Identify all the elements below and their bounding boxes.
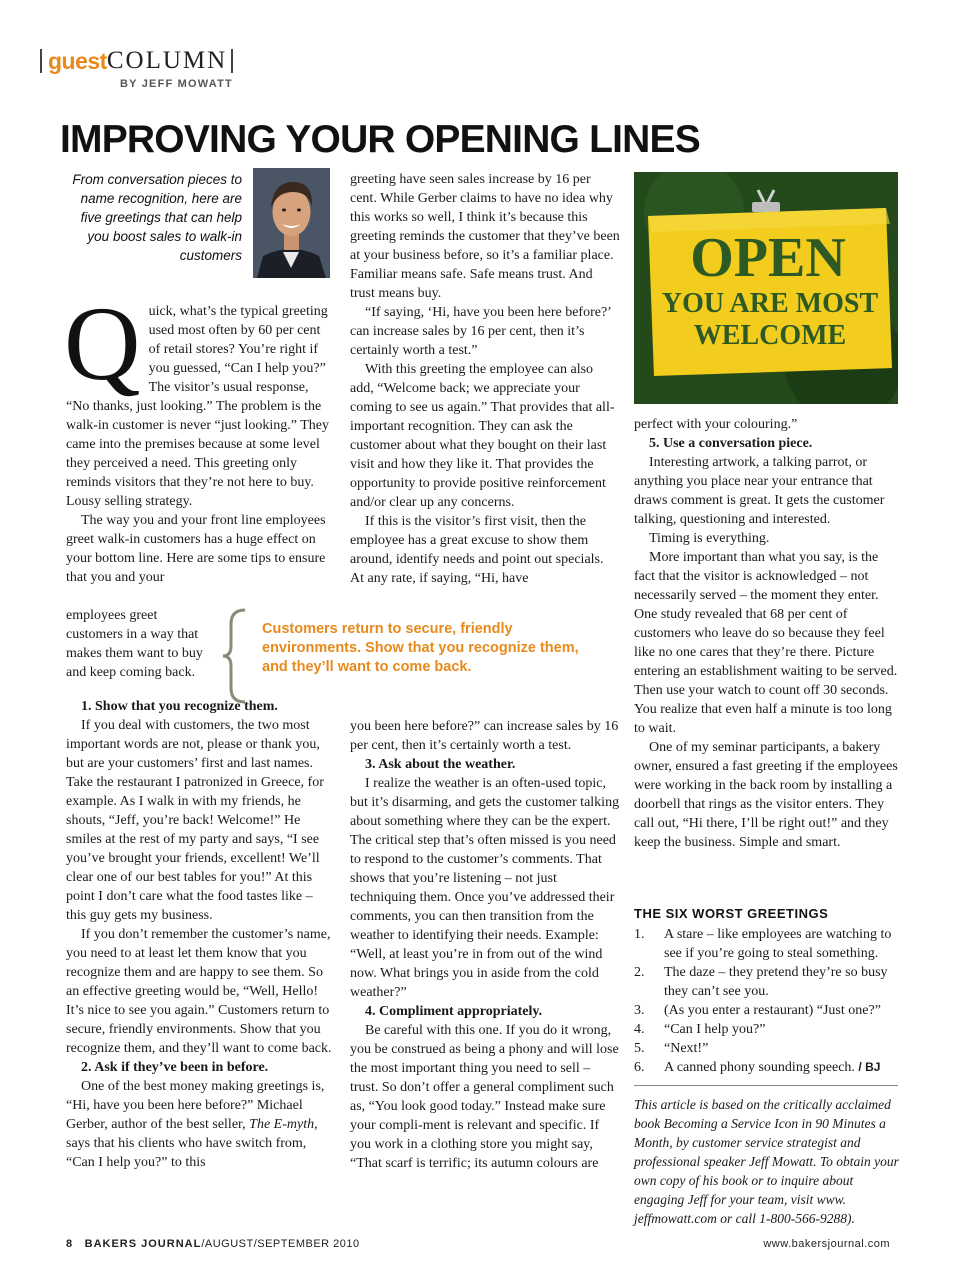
- footer-left: [66, 1238, 360, 1250]
- paragraph: If you deal with customers, the two most important words are not, please or thank you, but are your customers’ first and last names. Take the restaurant I patronized in Greece, for example. As I walk in with my friends, he shouts, “Jeff, you’re back! Welcome!” He smiles at the rest of my party and says, “I see you’ve brought your friends, excellent! We’ll clear one of our best tables for you!” At this point I don’t care what the food tastes like – this guy gets my business.: [66, 718, 324, 923]
- list-item: 5. “Next!”: [634, 1041, 709, 1056]
- column-1-bottom: [66, 697, 332, 1172]
- paragraph: One of my seminar participants, a bakery owner, ensured a fast greeting if the employees were working in the back room by installing a doorbell that rings as the visitor enters. They call out, “Hi there, I’ll be right out!” and they keep the business. Simple and smart.: [634, 740, 898, 850]
- page-number: 8: [66, 1238, 73, 1250]
- paragraph: One of the best money making greetings is, “Hi, have you been here before?” Michael Gerber, author of the best seller, The E-myth, says that his clients who have switch from, “Can I help you?” to this: [66, 1079, 325, 1170]
- article-deck: From conversation pieces to name recognition, here are five greetings that can help you boost sales to walk-in customers: [72, 172, 242, 263]
- column-1-top: [64, 285, 332, 587]
- header-guest: guest: [48, 47, 107, 74]
- author-portrait-icon: [253, 168, 330, 278]
- list-item: 6. A canned phony sounding speech. / BJ: [634, 1060, 881, 1075]
- sign-line-1: OPEN: [690, 227, 846, 289]
- worst-greetings-list: [634, 925, 900, 1077]
- paragraph: Be careful with this one. If you do it wrong, you be construed as being a phony and will lose the most important thing you need to sell – trust. So don’t offer a general compliment such as, “You look good today.” Instead make sure your compli-ment is relevant and specific. If you work in a clothing store you might say, “That scarf is terrific; its autumn colours are: [350, 1023, 619, 1171]
- paragraph: greeting have seen sales increase by 16 per cent. While Gerber claims to have no idea why this works so well, I think it’s because this greeting reminds the customer that they’ve been at your business before, so it’s a familiar place. Familiar means safe. Safe means trust. And trust means buy.: [350, 172, 620, 301]
- paragraph: you been here before?” can increase sales by 16 per cent, then it’s certainly worth a test.: [350, 719, 619, 753]
- pull-quote: Customers return to secure, friendly environments. Show that you recognize them, and they’ll want to come back.: [262, 621, 579, 675]
- column-1-narrow: [66, 606, 214, 682]
- column-header: [40, 44, 233, 78]
- issue-date: /AUGUST/SEPTEMBER 2010: [201, 1238, 360, 1250]
- paragraph: Timing is everything.: [649, 531, 770, 546]
- paragraph: Interesting artwork, a talking parrot, or anything you place near your entrance that draws comment is great. It gets the customer talking, questioning and interested.: [634, 455, 885, 527]
- header-column: COLUMN: [106, 47, 228, 74]
- list-item: 1. A stare – like employees are watching to see if you’re going to steal something.: [634, 927, 892, 961]
- paragraph: With this greeting the employee can also add, “Welcome back; we appreciate your coming to see us again.” That provides that all-important recognition. They can ask the customer about what they bought on their last visit and how they like it. That provides the opportunity to provide positive reinforcement and/or clear up any concerns.: [350, 362, 615, 510]
- subhead-4: 4. Compliment appropriately.: [365, 1004, 543, 1019]
- subhead-2: 2. Ask if they’ve been in before.: [81, 1060, 269, 1075]
- sign-line-2: YOU ARE MOST: [661, 288, 879, 319]
- paragraph: I realize the weather is an often-used topic, but it’s disarming, and gets the customer talking about something where they can be the expert. The critical step that’s often missed is you need to respond to the customer’s comments. That shows that you’re listening – not just techniquing them. Once you’ve addressed their comments, you can then transition from the weather to identifying their needs. Example: “Well, at least you’re in from out of the wind now. What brings you in aside from the cold weather?”: [350, 776, 620, 1000]
- author-portrait-svg: [253, 168, 330, 278]
- subhead-3: 3. Ask about the weather.: [365, 757, 516, 772]
- author-bio: This article is based on the critically acclaimed book Becoming a Service Icon in 90 Minutes a Month, by customer service strategist and professional speaker Jeff Mowatt. To obtain your own copy of his book or to inquire about engaging Jeff for your team, visit www. jeffmowatt.com or call 1-800-566-9288).: [634, 1097, 899, 1226]
- list-item: 3. (As you enter a restaurant) “Just one?”: [634, 1003, 881, 1018]
- open-sign-photo-icon: [634, 172, 898, 404]
- sign-line-3: WELCOME: [693, 320, 847, 351]
- magazine-name: BAKERS JOURNAL: [84, 1238, 202, 1250]
- paragraph: “If saying, ‘Hi, have you been here before?’ can increase sales by 16 per cent, then it’s certainly worth a test.”: [350, 305, 611, 358]
- paragraph: If you don’t remember the customer’s name, you need to at least let them know that you recognize them and are happy to see them. So an effective greeting would be, “Well, Hello! It’s nice to see you again.” Customers return to secure, friendly environments. Show that you recognize them, and they’ll want to come back.: [66, 927, 332, 1056]
- divider: [634, 1085, 898, 1086]
- paragraph: If this is the visitor’s first visit, then the employee has a great excuse to show them around, identify needs and point out specials. At any rate, if saying, “Hi, have: [350, 514, 604, 586]
- list-item: 4. “Can I help you?”: [634, 1022, 766, 1037]
- column-3: [634, 415, 900, 852]
- paragraph: perfect with your colouring.”: [634, 417, 798, 432]
- curly-brace-icon: [219, 606, 251, 706]
- column-2-top: [350, 170, 620, 588]
- subhead-1: 1. Show that you recognize them.: [81, 699, 278, 714]
- byline: BY JEFF MOWATT: [120, 78, 233, 90]
- open-sign-svg: [634, 172, 898, 404]
- list-item: 2. The daze – they pretend they’re so busy they can’t see you.: [634, 965, 888, 999]
- book-title: The E-myth: [249, 1117, 315, 1132]
- sidebar-title: THE SIX WORST GREETINGS: [634, 906, 829, 921]
- column-2-bottom: [350, 717, 620, 1173]
- subhead-5: 5. Use a conversation piece.: [649, 436, 813, 451]
- drop-cap: Q: [64, 285, 141, 402]
- header-bracket-right: [231, 49, 233, 73]
- sign-off: / BJ: [858, 1060, 881, 1074]
- article-headline: IMPROVING YOUR OPENING LINES: [60, 118, 700, 161]
- paragraph: The way you and your front line employees greet walk-in customers has a huge effect on your bottom line. Here are some tips to ensure that you and your: [66, 513, 326, 585]
- paragraph: employees greet customers in a way that makes them want to buy and keep coming back.: [66, 608, 203, 680]
- footer-url: www.bakersjournal.com: [763, 1238, 890, 1250]
- header-bracket-left: [40, 49, 42, 73]
- paragraph: More important than what you say, is the fact that the visitor is acknowledged – not necessarily served – the moment they enter. One study revealed that 68 per cent of customers who leave do so because they feel like no one cares that they’re there. Picture entering an establishment waiting to be served. Then use your watch to count off 30 seconds. You realize that even half a minute is too long to wait.: [634, 550, 898, 736]
- intro-paragraph: Quick, what’s the typical greeting used most often by 60 per cent of retail stores? You’re right if you guessed, “Can I help you?” The visitor’s usual response, “No thanks, just looking.” The problem is the walk-in customer is never “just looking.” They came into the premises because at some level they perceived a need. This greeting only reminds visitors that they’re not here to buy. Lousy selling strategy.: [64, 285, 329, 509]
